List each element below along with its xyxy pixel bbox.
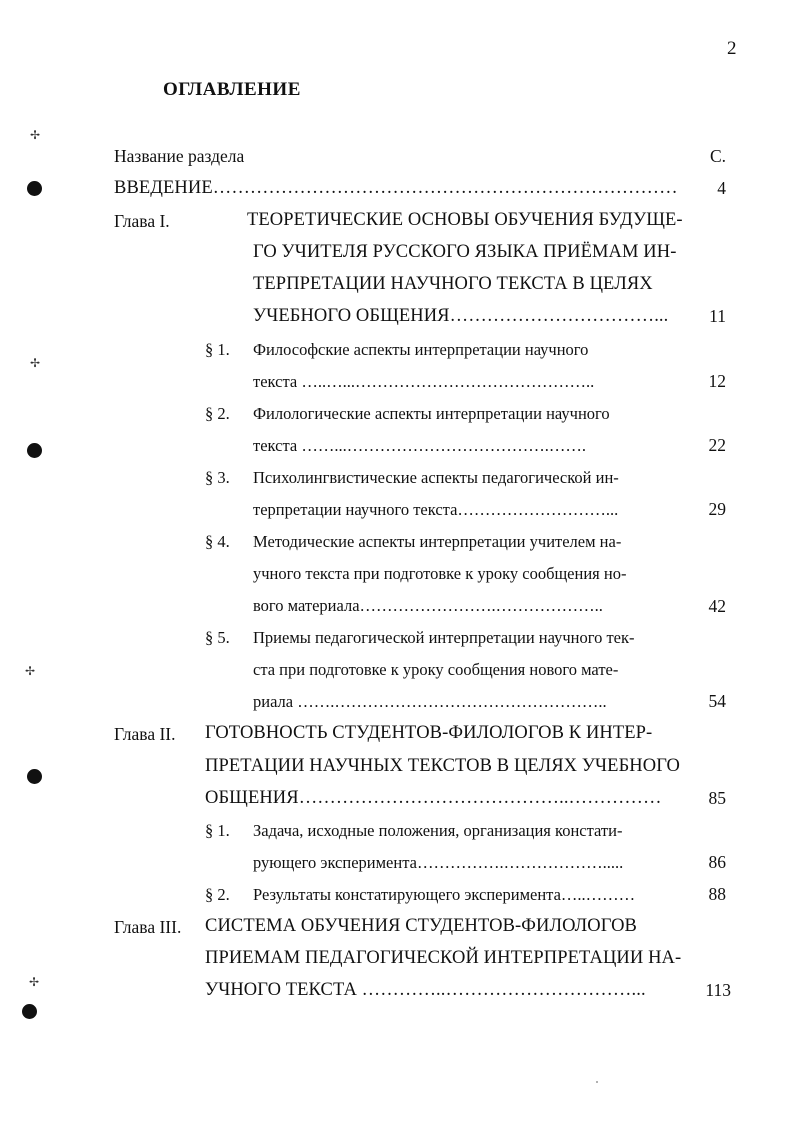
- toc-page-section: 22: [708, 435, 726, 455]
- chapter-title-line[interactable]: ТЕРПРЕТАЦИИ НАУЧНОГО ТЕКСТА В ЦЕЛЯХ: [253, 274, 653, 294]
- toc-page-section: 88: [708, 884, 726, 904]
- section-title-line[interactable]: вого материала…………………….………………..: [253, 596, 603, 615]
- scan-speck: [596, 1081, 598, 1083]
- section-title-line[interactable]: текста …..…...……………………………………..: [253, 372, 595, 391]
- section-title-line[interactable]: Методические аспекты интерпретации учителем на-: [253, 532, 622, 551]
- section-title-line[interactable]: Философские аспекты интерпретации научного: [253, 340, 589, 359]
- scan-mark: ✢: [30, 356, 41, 370]
- scan-mark: ✢: [25, 664, 36, 678]
- section-number: § 4.: [205, 532, 230, 551]
- chapter-title-line[interactable]: ПРЕТАЦИИ НАУЧНЫХ ТЕКСТОВ В ЦЕЛЯХ УЧЕБНОГО: [205, 756, 681, 776]
- punch-hole: [22, 1004, 37, 1019]
- section-title-line[interactable]: Психолингвистические аспекты педагогической ин-: [253, 468, 619, 487]
- chapter-title-line[interactable]: ГО УЧИТЕЛЯ РУССКОГО ЯЗЫКА ПРИЁМАМ ИН-: [253, 242, 677, 262]
- section-number: § 3.: [205, 468, 230, 487]
- toc-entry-intro[interactable]: ВВЕДЕНИЕ…………………………………………………………………: [114, 178, 678, 198]
- chapter-title-line[interactable]: УЧЕБНОГО ОБЩЕНИЯ……………………………...: [253, 306, 669, 326]
- section-title-line[interactable]: рующего эксперимента…………….……………….....: [253, 853, 624, 872]
- section-title-line[interactable]: Результаты констатирующего эксперимента…..………: [253, 885, 636, 904]
- page-number: 2: [727, 38, 737, 59]
- punch-hole: [27, 769, 42, 784]
- chapter-label: Глава I.: [114, 211, 170, 231]
- section-title-line[interactable]: Приемы педагогической интерпретации научного тек-: [253, 628, 635, 647]
- section-number: § 2.: [205, 885, 230, 904]
- chapter-title-line[interactable]: ТЕОРЕТИЧЕСКИЕ ОСНОВЫ ОБУЧЕНИЯ БУДУЩЕ-: [247, 210, 683, 230]
- scan-mark: ✢: [30, 128, 41, 142]
- punch-hole: [27, 443, 42, 458]
- section-number: § 1.: [205, 340, 230, 359]
- chapter-title-line[interactable]: СИСТЕМА ОБУЧЕНИЯ СТУДЕНТОВ-ФИЛОЛОГОВ: [205, 916, 637, 936]
- chapter-title-line[interactable]: ОБЩЕНИЯ……………………………………..……………: [205, 788, 662, 808]
- toc-page-chapter: 85: [708, 788, 726, 808]
- toc-page-section: 12: [708, 371, 726, 391]
- chapter-label: Глава II.: [114, 724, 176, 744]
- chapter-title-line[interactable]: ГОТОВНОСТЬ СТУДЕНТОВ-ФИЛОЛОГОВ К ИНТЕР-: [205, 723, 653, 743]
- section-number: § 2.: [205, 404, 230, 423]
- toc-page-chapter: 11: [709, 306, 726, 326]
- toc-page-section: 29: [708, 499, 726, 519]
- scan-mark: ✢: [29, 975, 40, 989]
- toc-page-chapter: 113: [705, 980, 731, 1000]
- page-column-header: С.: [710, 146, 727, 166]
- toc-page-section: 42: [708, 596, 726, 616]
- chapter-title-line[interactable]: ПРИЕМАМ ПЕДАГОГИЧЕСКОЙ ИНТЕРПРЕТАЦИИ НА-: [205, 948, 682, 968]
- toc-page-section: 86: [708, 852, 726, 872]
- chapter-title-line[interactable]: УЧНОГО ТЕКСТА …………..…………………………...: [205, 980, 646, 1000]
- toc-title: ОГЛАВЛЕНИЕ: [163, 79, 301, 100]
- section-title-line[interactable]: учного текста при подготовке к уроку сообщения но-: [253, 564, 627, 583]
- section-title-line[interactable]: риала …….…………………………………………..: [253, 692, 607, 711]
- punch-hole: [27, 181, 42, 196]
- section-number: § 1.: [205, 821, 230, 840]
- section-number: § 5.: [205, 628, 230, 647]
- section-title-line[interactable]: терпретации научного текста………………………...: [253, 500, 619, 519]
- section-name-header: Название раздела: [114, 146, 245, 166]
- section-title-line[interactable]: Филологические аспекты интерпретации научного: [253, 404, 610, 423]
- chapter-label: Глава III.: [114, 917, 182, 937]
- section-title-line[interactable]: текста ……...……………………………….…….: [253, 436, 586, 455]
- section-title-line[interactable]: ста при подготовке к уроку сообщения нового мате-: [253, 660, 619, 679]
- toc-page-section: 54: [708, 691, 726, 711]
- toc-page-intro: 4: [717, 178, 726, 198]
- section-title-line[interactable]: Задача, исходные положения, организация констати-: [253, 821, 623, 840]
